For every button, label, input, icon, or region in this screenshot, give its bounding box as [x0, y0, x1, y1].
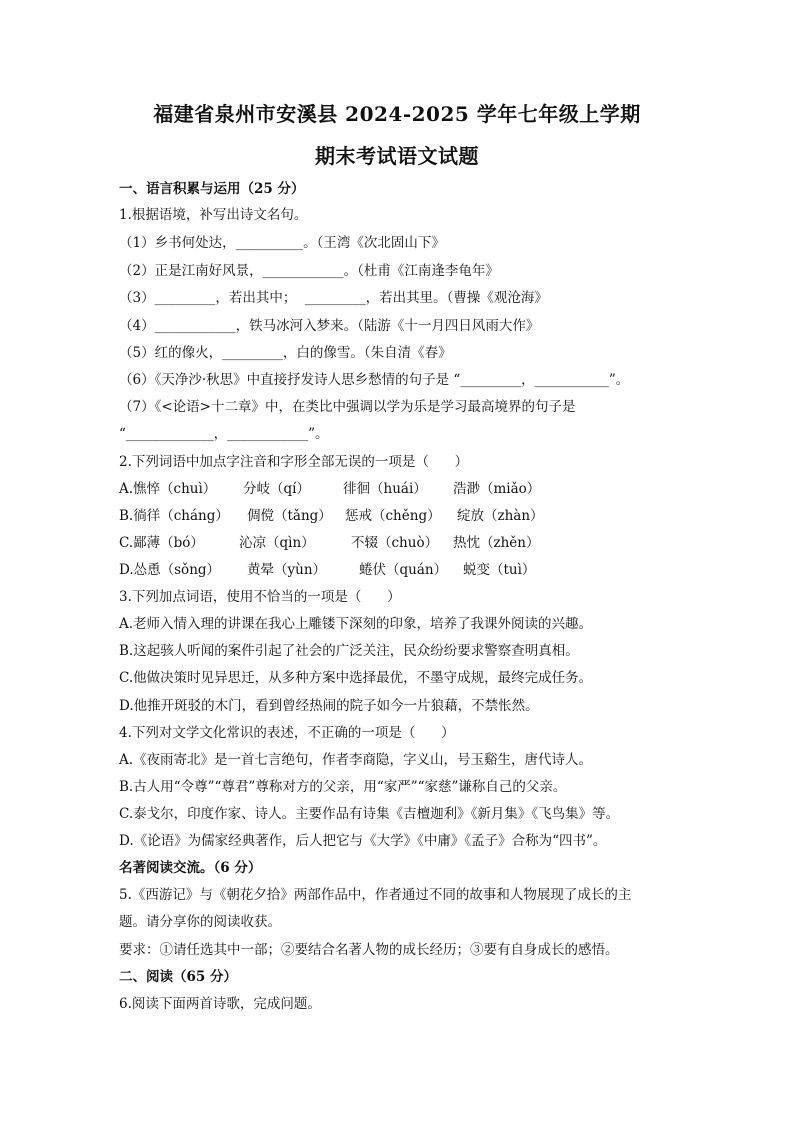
q2-c-word-3: 不辍（chuò）: [351, 535, 439, 551]
q1-item-6: （6）《天净沙·秋思》中直接抒发诗人思乡愁情的句子是 “_________，___________”。: [119, 372, 630, 388]
q3-option-a: A.老师入情入理的讲课在我心上雕镂下深刻的印象，培养了我课外阅读的兴趣。: [119, 616, 593, 632]
section-heading-reading: 名著阅读交流。（6 分）: [119, 860, 262, 876]
q1-item-1: （1）乡书何处达，__________。（王湾《次北固山下》: [119, 235, 445, 251]
q2-b-word-4: 绽放（zhàn）: [457, 508, 544, 524]
q3-option-d: D.他推开斑驳的木门，看到曾经热闹的院子如今一片狼藉，不禁怅然。: [119, 698, 539, 714]
q1-item-7: （7）《<论语>十二章》中，在类比中强调以学为乐是学习最高境界的句子是: [119, 399, 576, 415]
q2-b-word-1: B.徜徉（cháng）: [119, 508, 229, 524]
q2-d-word-3: 蜷伏（quán）: [359, 562, 448, 578]
question-5-requirements: 要求：①请任选其中一部；②要结合名著人物的成长经历；③要有自身成长的感悟。: [119, 942, 619, 958]
question-1: 1.根据语境，补写出诗文名句。: [119, 207, 308, 223]
q2-b-word-3: 惩戒（chěng）: [345, 508, 441, 524]
section-heading-2: 二、阅读（65 分）: [119, 969, 237, 985]
q2-a-word-3: 徘徊（huái）: [343, 481, 427, 497]
question-4: 4.下列对文学文化常识的表述，不正确的一项是（ ）: [119, 725, 455, 741]
exam-title-line1: 福建省泉州市安溪县 2024-2025 学年七年级上学期: [153, 102, 641, 126]
q4-option-a: A.《夜雨寄北》是一首七言绝句，作者李商隐，字义山，号玉谿生，唐代诗人。: [119, 752, 593, 768]
q1-item-4: （4）____________，铁马冰河入梦来。（陆游《十一月四日风雨大作》: [119, 318, 540, 334]
q2-d-word-2: 黄晕（yùn）: [247, 562, 327, 578]
q2-b-word-2: 倜傥（tǎng）: [247, 508, 332, 524]
question-6: 6.阅读下面两首诗歌，完成问题。: [119, 996, 321, 1012]
exam-title-line2: 期末考试语文试题: [315, 144, 479, 168]
section-heading-1: 一、语言积累与运用（25 分）: [119, 181, 305, 197]
question-5-line1: 5.《西游记》与《朝花夕拾》两部作品中，作者通过不同的故事和人物展现了成长的主: [119, 887, 632, 903]
question-5-line2: 题。请分享你的阅读收获。: [119, 914, 281, 930]
q4-option-b: B.古人用“令尊”“尊君”尊称对方的父亲，用“家严”“家慈”谦称自己的父亲。: [119, 779, 567, 795]
q2-c-word-2: 沁凉（qìn）: [239, 535, 315, 551]
q2-c-word-1: C.鄙薄（bó）: [119, 535, 204, 551]
q1-item-5: （5）红的像火，_________，白的像雪。（朱自清《春》: [119, 345, 452, 361]
q3-option-c: C.他做决策时见异思迁，从多种方案中选择最优，不墨守成规，最终完成任务。: [119, 670, 593, 686]
q2-d-word-1: D.怂恿（sǒng）: [119, 562, 221, 578]
question-3: 3.下列加点词语，使用不恰当的一项是（ ）: [119, 589, 401, 605]
q1-item-7-cont: “_____________，____________”。: [119, 426, 329, 442]
q1-item-3: （3）_________，若出其中； _________，若出其里。（曹操《观沧海》: [119, 290, 548, 306]
q4-option-d: D.《论语》为儒家经典著作，后人把它与《大学》《中庸》《孟子》合称为“四书”。: [119, 833, 607, 849]
q4-option-c: C.泰戈尔，印度作家、诗人。主要作品有诗集《吉檀迦利》《新月集》《飞鸟集》等。: [119, 806, 620, 822]
q2-a-word-2: 分岐（qí）: [243, 481, 310, 497]
q2-a-word-1: A.憔悴（chuì）: [119, 481, 217, 497]
q2-a-word-4: 浩渺（miǎo）: [453, 481, 541, 497]
q3-option-b: B.这起骇人听闻的案件引起了社会的广泛关注，民众纷纷要求警察查明真相。: [119, 643, 579, 659]
q2-c-word-4: 热忱（zhěn）: [453, 535, 540, 551]
q2-d-word-4: 蜕变（tuì）: [463, 562, 536, 578]
question-2: 2.下列词语中加点字注音和字形全部无误的一项是（ ）: [119, 454, 469, 470]
q1-item-2: （2）正是江南好风景，____________。（杜甫《江南逢李龟年》: [119, 263, 499, 279]
